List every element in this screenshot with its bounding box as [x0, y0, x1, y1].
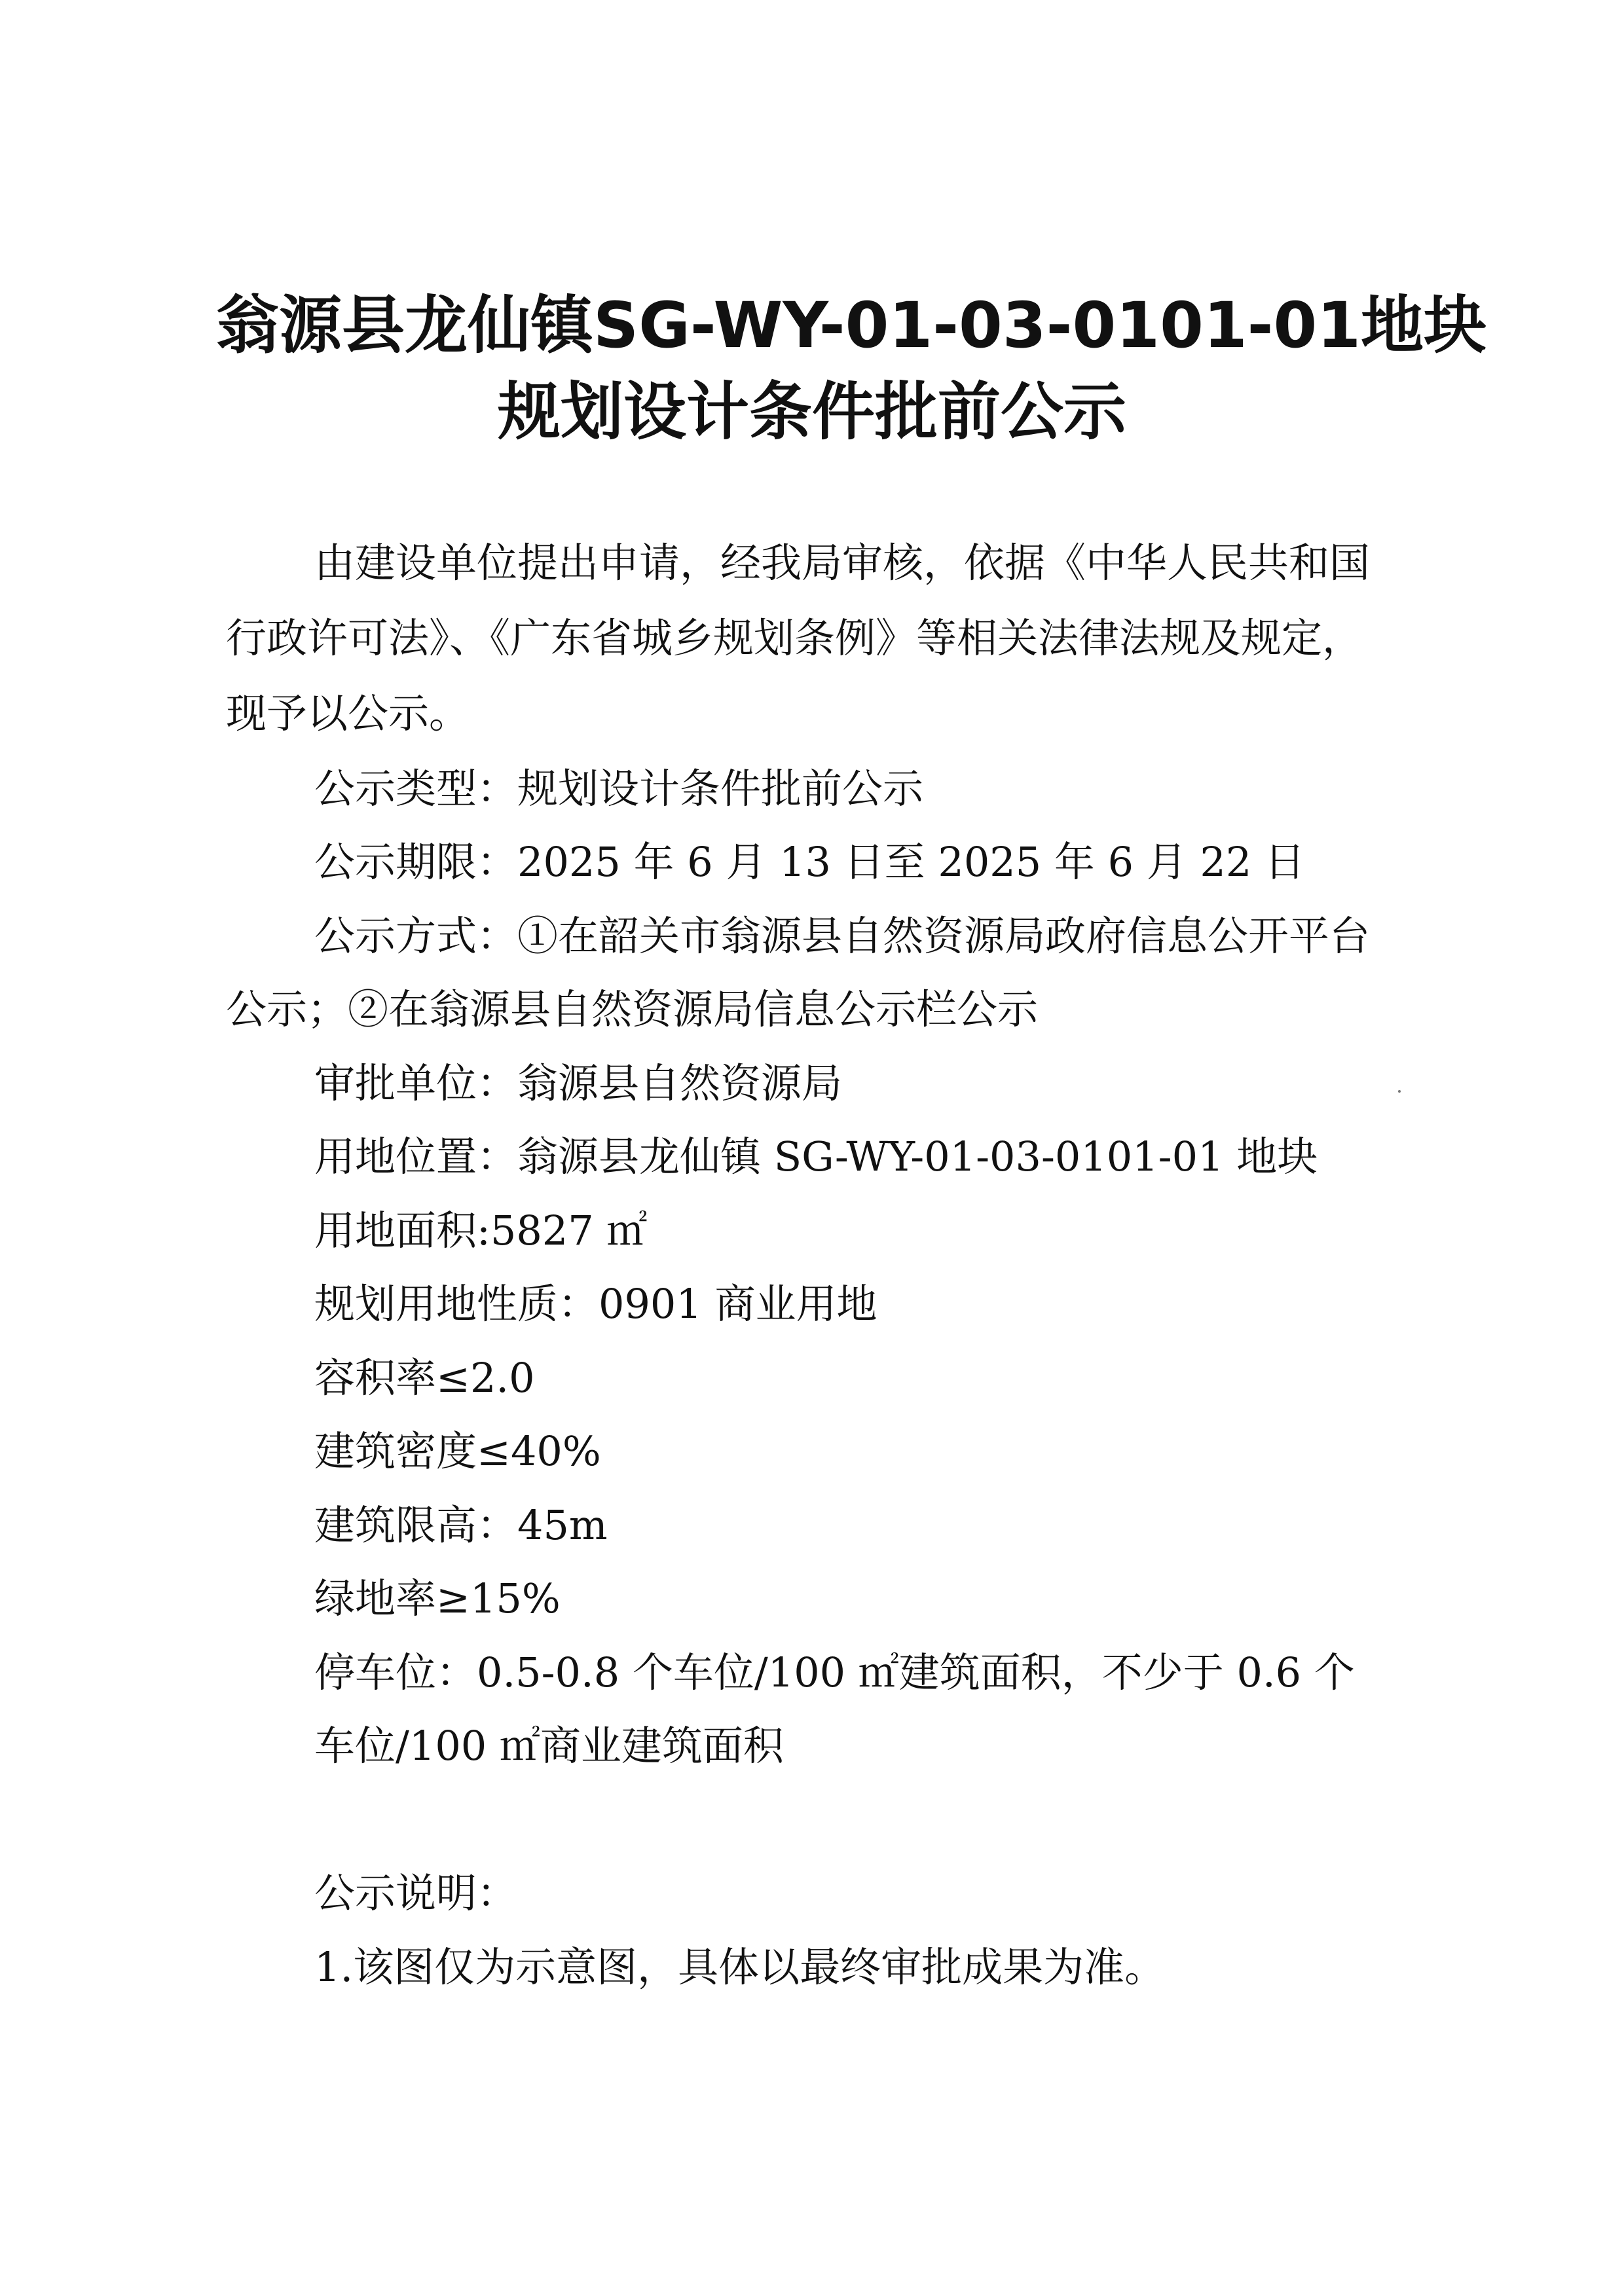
intro-line3: 现予以公示。 — [226, 689, 470, 737]
field-area: 用地面积:5827 ㎡ — [314, 1207, 648, 1254]
document-title-line1: 翁源县龙仙镇SG-WY-01-03-0101-01地块 — [216, 289, 1487, 362]
scan-speck — [1398, 1090, 1401, 1093]
intro-line2: 行政许可法》、《广东省城乡规划条例》等相关法律法规及规定， — [226, 614, 1363, 662]
field-notice-type: 公示类型：规划设计条件批前公示 — [314, 765, 924, 812]
field-floor-area-ratio: 容积率≤2.0 — [314, 1354, 535, 1402]
field-notice-method-line2: 公示；②在翁源县自然资源局信息公示栏公示 — [226, 985, 1039, 1033]
field-height-limit: 建筑限高：45m — [314, 1501, 608, 1549]
field-notice-method-line1: 公示方式：①在韶关市翁源县自然资源局政府信息公开平台 — [314, 912, 1371, 960]
field-notice-period: 公示期限：2025 年 6 月 13 日至 2025 年 6 月 22 日 — [314, 838, 1306, 886]
field-building-density: 建筑密度≤40% — [314, 1427, 601, 1475]
notes-heading: 公示说明： — [314, 1869, 518, 1917]
field-land-use: 规划用地性质：0901 商业用地 — [314, 1280, 877, 1328]
field-location: 用地位置：翁源县龙仙镇 SG-WY-01-03-0101-01 地块 — [314, 1133, 1318, 1180]
notes-item-1: 1.该图仅为示意图，具体以最终审批成果为准。 — [314, 1943, 1166, 1991]
document-title-line2: 规划设计条件批前公示 — [498, 375, 1126, 448]
field-parking-line1: 停车位：0.5-0.8 个车位/100 ㎡建筑面积，不少于 0.6 个 — [314, 1649, 1355, 1696]
field-green-ratio: 绿地率≥15% — [314, 1575, 561, 1622]
intro-line1: 由建设单位提出申请，经我局审核，依据《中华人民共和国 — [314, 539, 1371, 587]
field-parking-line2: 车位/100 ㎡商业建筑面积 — [314, 1722, 784, 1770]
field-approver: 审批单位：翁源县自然资源局 — [314, 1059, 843, 1107]
